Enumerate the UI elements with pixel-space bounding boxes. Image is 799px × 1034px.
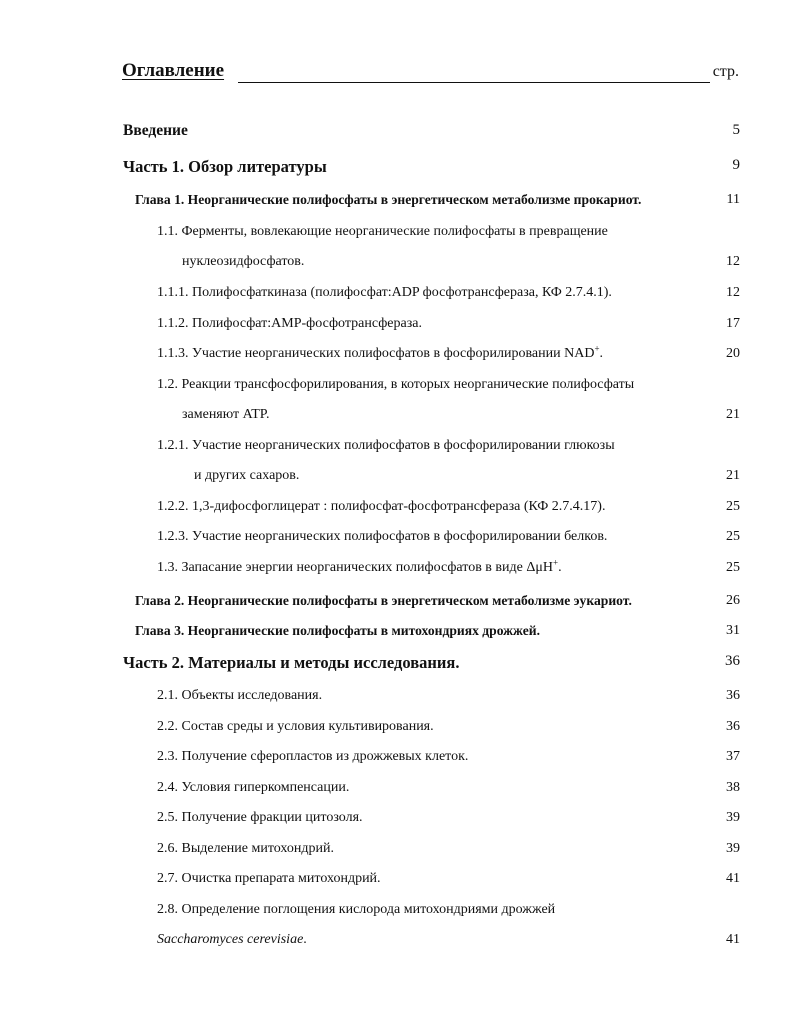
- toc-entry-2-8-cont[interactable]: [0, 932, 799, 956]
- toc-title: Оглавление: [122, 60, 225, 81]
- entry-page: 31: [726, 623, 740, 638]
- entry-page: 36: [726, 719, 740, 734]
- entry-page: 20: [726, 346, 740, 361]
- entry-page: 41: [726, 932, 740, 947]
- entry-page: 26: [726, 593, 740, 608]
- entry-text: 2.6. Выделение митохондрий.: [157, 841, 334, 856]
- toc-entry-1-1-3[interactable]: [0, 343, 799, 370]
- toc-header: [122, 60, 742, 90]
- entry-text: 2.2. Состав среды и условия культивирования.: [157, 719, 434, 734]
- toc-entry-1-1-1[interactable]: [0, 285, 799, 309]
- entry-page: 25: [726, 560, 740, 575]
- entry-text: Часть 2. Материалы и методы исследования.: [123, 653, 460, 672]
- toc-entry-2-1[interactable]: [0, 688, 799, 712]
- entry-page: 39: [726, 841, 740, 856]
- entry-page: 11: [726, 192, 740, 207]
- entry-text: 2.5. Получение фракции цитозоля.: [157, 810, 363, 825]
- entry-text: нуклеозидфосфатов.: [182, 254, 305, 269]
- entry-text: Глава 2. Неорганические полифосфаты в энергетическом метаболизме эукариот.: [135, 593, 632, 608]
- toc-entry-2-7[interactable]: [0, 871, 799, 895]
- toc-entry-1-1-cont[interactable]: [0, 254, 799, 278]
- toc-entry-1-2[interactable]: [0, 377, 799, 401]
- entry-text: 2.1. Объекты исследования.: [157, 688, 323, 703]
- toc-entry-1-1-2[interactable]: [0, 316, 799, 340]
- toc-entry-1-2-1[interactable]: [0, 438, 799, 462]
- entry-text: 2.3. Получение сферопластов из дрожжевых клеток.: [157, 749, 469, 764]
- entry-text: Глава 1. Неорганические полифосфаты в энергетическом метаболизме прокариот.: [135, 192, 642, 207]
- entry-text: 1.1.1. Полифосфаткиназа (полифосфат:ADP фосфотрансфераза, КФ 2.7.4.1).: [157, 285, 612, 300]
- entry-page: 21: [726, 407, 740, 422]
- entry-page: 36: [725, 653, 740, 669]
- entry-text: 1.2.1. Участие неорганических полифосфатов в фосфорилировании глюкозы: [157, 438, 615, 453]
- entry-text-tail: .: [599, 346, 604, 361]
- entry-page: 37: [726, 749, 740, 764]
- toc-entry-part-2[interactable]: [0, 653, 799, 677]
- toc-entry-1-2-3[interactable]: [0, 529, 799, 553]
- entry-page: 36: [726, 688, 740, 703]
- entry-page: 25: [726, 499, 740, 514]
- entry-text-tail: .: [558, 560, 562, 575]
- entry-text: 1.1.2. Полифосфат:AMP-фосфотрансфераза.: [157, 316, 422, 331]
- toc-entry-2-6[interactable]: [0, 841, 799, 865]
- entry-text: 1.2.3. Участие неорганических полифосфатов в фосфорилировании белков.: [157, 529, 608, 544]
- entry-text-main: 1.1.3. Участие неорганических полифосфатов в фосфорилировании NAD: [157, 346, 595, 361]
- toc-entry-2-5[interactable]: [0, 810, 799, 834]
- page-column-label: стр.: [712, 63, 739, 80]
- species-name: Saccharomyces cerevisiae: [157, 932, 304, 947]
- entry-text: Часть 1. Обзор литературы: [123, 157, 327, 176]
- entry-text: заменяют ATP.: [182, 407, 270, 422]
- toc-entry-chapter-1[interactable]: [0, 192, 799, 216]
- toc-entry-introduction[interactable]: [0, 122, 799, 146]
- superscript: +: [552, 557, 559, 568]
- entry-page: 17: [726, 316, 740, 331]
- entry-text-main: 1.3. Запасание энергии неорганических полифосфатов в виде ΔμH: [157, 560, 553, 575]
- entry-text: 2.7. Очистка препарата митохондрий.: [157, 871, 381, 886]
- toc-entry-2-3[interactable]: [0, 749, 799, 773]
- toc-entry-chapter-3[interactable]: [0, 623, 799, 647]
- toc-entry-2-2[interactable]: [0, 719, 799, 743]
- entry-text: [157, 557, 562, 576]
- entry-text: 2.4. Условия гиперкомпенсации.: [157, 780, 350, 795]
- toc-entry-2-8[interactable]: [0, 902, 799, 926]
- toc-entry-2-4[interactable]: [0, 780, 799, 804]
- entry-text: Глава 3. Неорганические полифосфаты в митохондриях дрожжей.: [135, 623, 540, 638]
- toc-entry-chapter-2[interactable]: [0, 593, 799, 617]
- entry-page: 21: [726, 468, 740, 483]
- entry-text: и других сахаров.: [194, 468, 300, 483]
- entry-page: 5: [732, 122, 740, 138]
- entry-page: 12: [726, 254, 740, 269]
- entry-text: 2.8. Определение поглощения кислорода митохондриями дрожжей: [157, 902, 556, 917]
- entry-page: 9: [732, 157, 740, 173]
- toc-entry-1-2-2[interactable]: [0, 499, 799, 523]
- entry-text: 1.2. Реакции трансфосфорилирования, в которых неорганические полифосфаты: [157, 377, 635, 392]
- toc-entry-1-1[interactable]: [0, 224, 799, 248]
- entry-page: 25: [726, 529, 740, 544]
- entry-text: [157, 343, 604, 362]
- header-rule: [238, 82, 710, 83]
- toc-entry-1-2-cont[interactable]: [0, 407, 799, 431]
- entry-text: 1.2.2. 1,3-дифосфоглицерат : полифосфат-фосфотрансфераза (КФ 2.7.4.17).: [157, 499, 606, 514]
- entry-page: 41: [726, 871, 740, 886]
- toc-entry-1-2-1-cont[interactable]: [0, 468, 799, 492]
- entry-text-tail: .: [303, 932, 307, 947]
- superscript: +: [594, 343, 600, 354]
- entry-text: [157, 932, 307, 948]
- entry-page: 39: [726, 810, 740, 825]
- toc-entry-1-3[interactable]: [0, 557, 799, 584]
- entry-text: Введение: [123, 122, 188, 139]
- entry-page: 38: [726, 780, 740, 795]
- entry-page: 12: [726, 285, 740, 300]
- entry-text: 1.1. Ферменты, вовлекающие неорганические полифосфаты в превращение: [157, 224, 608, 239]
- toc-entry-part-1[interactable]: [0, 157, 799, 181]
